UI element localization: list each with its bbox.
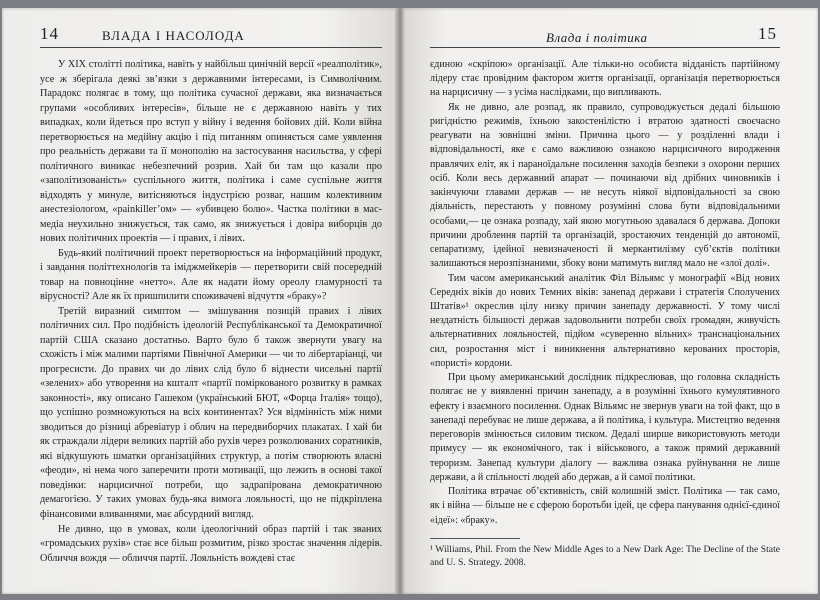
right-paragraph: Політика втрачає об’єктивність, свій колишній зміст. Політика — так само, як і війна — більше не є сферою боротьби ідей, це сфера панування однієї-єдиної «ідеї»: «браку». <box>430 486 780 526</box>
left-paragraph: У XIX столітті політика, навіть у найбільш цинічній версії «реалполітик», усе ж зберігала деякі зв’язки з державними інтересами, із Символічним. Парадокс полягає в тому, що політика сучасної держави, яка визначається групами «особливих інтересів», більше не є державною навіть у тих випадках, коли йдеться про вступ у війну і ведення бойових дій. Коли війна перетворюється на медійну акцію і під питанням опиняється саме уявлення про реальність держави та її монополію на застосування насильства, у сфері політичного виникає небезпечний розрив. Хай би там що казали про «заполітизованість» суспільного життя, політика і саме суспільне життя відходять у минуле, витісняються індустрією розваг, нашим колективним анестезіологом, «painkiller’ом» — «убивцею болю». Частка політики в мас-медіа неухильно знижується, так само, як знижується і довіра виборців до нових політичних проектів — і правих, і лівих. <box>40 59 382 245</box>
footnote: ¹ Williams, Phil. From the New Middle Ages to a New Dark Age: The Decline of the State and U. S. Strategy. 2008. <box>430 544 780 568</box>
left-paragraph: Не дивно, що в умовах, коли ідеологічний образ партій і так званих «громадських рухів» стає все більш розмитим, різко зростає значення лідерів. Обличчя вождя — обличчя партії. Лояльність вождеві стає <box>40 523 382 564</box>
footnote-rule <box>430 538 520 539</box>
right-header-rule <box>430 47 780 48</box>
right-running-head: Влада і політика <box>546 30 648 45</box>
right-paragraph: єдиною «скріпою» організації. Але тільки-но особиста відданість партійному лідеру стає провідним фактором життя організації, організація перетворюється на нарцисичну — з усіма наслідками, що випливають. <box>430 59 780 99</box>
right-body-text <box>430 58 780 528</box>
left-header-rule <box>40 47 382 48</box>
left-running-head: ВЛАДА І НАСОЛОДА <box>102 28 245 43</box>
right-paragraph: При цьому американський дослідник підкреслював, що головна складність полягає не у виявленні причин занепаду, а в розумінні їхнього кумулятивного ефекту і взаємного посилення. Однак Вільямс не звернув уваги на той факт, що в занепаді перебуває не лише держава, а й політика, і культура. Мистецтво ведення переговорів змінюється силовим тиском. Дедалі ширше використовують методи примусу — як економічного, так і військового, а також прямий державний тероризм. Занепад культури діалогу — важлива ознака руйнування не лише держави, а й спільності людей або держав, а й самої політики. <box>430 372 780 483</box>
left-paragraph: Третій виразний симптом — змішування позицій правих і лівих політичних сил. Про подібність ідеологій Республіканської та Демократичної партій США сказано достатньо. Варто було б також звернути увагу на схожість і між малими партіями Північної Америки — чи то лібертаріанці, чи прогресисти. До правих чи до лівих слід було б віднести чисельні партії «зелених» або утворення на кшталт «партії поміркованого розвитку в рамках законності», яку описано Гашеком (український БЮТ, «Форца Італія» тощо), що успішно розмножуються на всіх континентах? Уся відмінність між ними зводиться до різниці абревіатур і облич на передвиборчих плакатах. І хай би як страждали лідери великих партій або рухів через розколюваних соратників, які відкушують шматки організаційних структур, а потім створюють власні «феоди», ні нема чого заперечити проти мотивації, що лежить в основі такої поведінки: нарцисичної потреби, що задрапірована демократичною демагогією. У таких умовах будь-яка вимога лояльності, що не підкріплена фінансовими вливаннями, має абсурдний вигляд. <box>40 305 382 520</box>
left-body-text <box>40 58 382 566</box>
left-page-number: 14 <box>40 24 59 43</box>
right-paragraph: Як не дивно, але розпад, як правило, супроводжується дедалі більшою ригідністю режимів, їхньою закостенілістю і втратою здатності своєчасно реагувати на зовнішні зміни. Причина цього — у розділенні влади і відповідальності, яке є само важливою ознакою нарцисичного виродження правлячих еліт, як і параноїдальне посилення заходів безпеки з охорони перших осіб. Коли весь державний апарат — починаючи від дрібних чиновників і закінчуючи главами держав — не несуть ніякої відповідальності за свою діяльність, перестають у повному розумінні слова бути відповідальними особами,— це ознака розпаду, хай якою могутньою здавалася б держава. Допоки причини дроблення партій та організацій, зростаючих тенденцій до автономії, сепаратизму, ідейної невизначеності й меркантилізму суб’єктів політики залишаються нерозпізнаними, збоку вони матимуть вигляд мало не «злої долі». <box>430 101 780 270</box>
right-paragraph: Тим часом американський аналітик Філ Вільямс у монографії «Від нових Середніх віків до нових Темних віків: занепад держави і стратегія Сполучених Штатів»¹ окреслив цілу низку причин занепаду державності. У тому числі нездатність більшості держав задовольнити потреби своїх громадян, живучість альтернативних лояльностей, підйом «суверенно вільних» транснаціональних сил, розростання міст і виникнення альтернативно керованих просторів, «пористі» кордони. <box>430 272 780 369</box>
left-paragraph: Будь-який політичний проект перетворюється на інформаційний продукт, і завдання політтехнологів та іміджмейкерів — перетворити свій посередній товар на повноцінне «нетто». Але як надати йому ореолу гламурності та вірусності? Але як їх пришпилити споживачеві відчуття «браку»? <box>40 247 382 303</box>
right-page-number: 15 <box>758 24 777 43</box>
